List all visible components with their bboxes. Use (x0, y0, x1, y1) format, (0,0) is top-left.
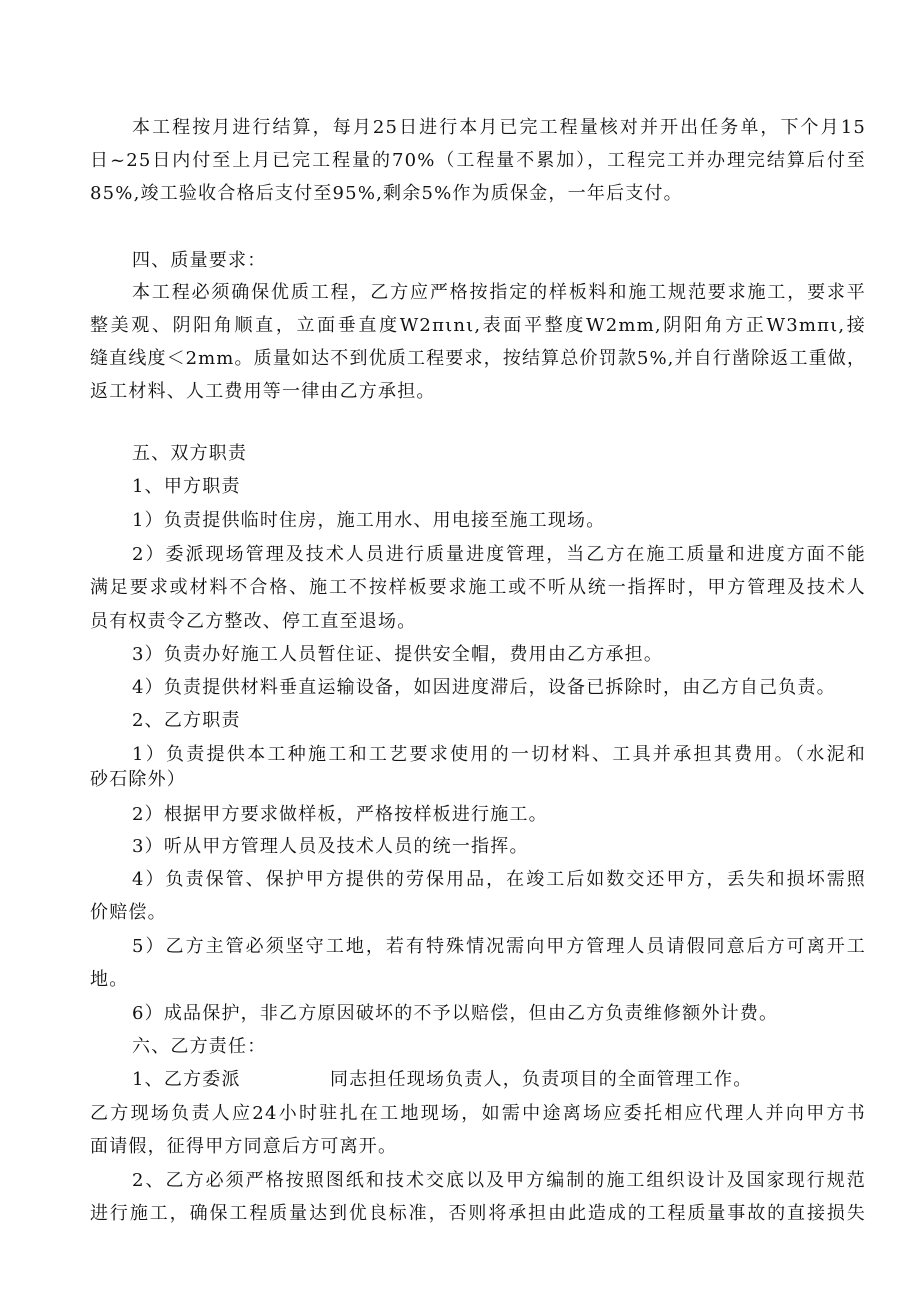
quality-line-1: 本工程必须确保优质工程，乙方应严格按指定的样板料和施工规范要求施工，要求平 (132, 282, 866, 303)
responsibility-heading: 六、乙方责任： (132, 1036, 267, 1057)
duties-heading: 五、双方职责 (132, 443, 248, 464)
party-a-item-2-line-1: 2）委派现场管理及技术人员进行质量进度管理，当乙方在施工质量和进度方面不能 (132, 544, 866, 565)
party-b-title: 2、乙方职责 (132, 710, 241, 731)
responsibility-item-2-line-2: 进行施工，确保工程质量达到优良标准，否则将承担由此造成的工程质量事故的直接损失 (90, 1203, 866, 1224)
party-a-item-2-line-2: 满足要求或材料不合格、施工不按样板要求施工或不听从统一指挥时，甲方管理及技术人 (90, 577, 866, 598)
quality-heading: 四、质量要求： (132, 250, 267, 271)
party-b-item-5-line-2: 地。 (90, 969, 129, 990)
settlement-line-1: 本工程按月进行结算，每月25日进行本月已完工程量核对并开出任务单，下个月15 (132, 117, 866, 138)
quality-line-2: 整美观、阴阳角顺直，立面垂直度W2πιnι,表面平整度W2mm,阴阳角方正W3mπι,接 (90, 315, 866, 336)
party-a-item-4: 4）负责提供材料垂直运输设备，如因进度滞后，设备已拆除时，由乙方自己负责。 (132, 677, 836, 698)
party-b-item-6: 6）成品保护，非乙方原因破坏的不予以赔偿，但由乙方负责维修额外计费。 (132, 1003, 779, 1024)
quality-line-3: 缝直线度＜2mm。质量如达不到优质工程要求，按结算总价罚款5%,并自行凿除返工重做， (90, 348, 866, 369)
party-b-item-5-line-1: 5）乙方主管必须坚守工地，若有特殊情况需向甲方管理人员请假同意后方可离开工 (132, 936, 866, 957)
party-a-item-3: 3）负责办好施工人员暂住证、提供安全帽，费用由乙方承担。 (132, 644, 664, 665)
settlement-line-3: 85%,竣工验收合格后支付至95%,剩余5%作为质保金，一年后支付。 (90, 183, 683, 204)
responsibility-item-1-line-3: 面请假，征得甲方同意后方可离开。 (90, 1136, 398, 1157)
party-b-item-1-line-2: 砂石除外） (90, 769, 186, 790)
party-b-item-2: 2）根据甲方要求做样板，严格按样板进行施工。 (132, 804, 548, 825)
responsibility-item-1-prefix: 1、乙方委派 (132, 1069, 241, 1090)
responsibility-item-2-line-1: 2、乙方必须严格按照图纸和技术交底以及甲方编制的施工组织设计及国家现行规范 (132, 1170, 866, 1191)
party-a-title: 1、甲方职责 (132, 476, 241, 497)
party-b-item-3: 3）听从甲方管理人员及技术人员的统一指挥。 (132, 836, 529, 857)
settlement-line-2: 日~25日内付至上月已完工程量的70%（工程量不累加），工程完工并办理完结算后付至 (90, 150, 866, 171)
party-b-item-1-line-1: 1）负责提供本工种施工和工艺要求使用的一切材料、工具并承担其费用。（水泥和 (132, 744, 866, 765)
responsibility-item-1-suffix: 同志担任现场负责人，负责项目的全面管理工作。 (330, 1069, 753, 1090)
party-b-item-4-line-2: 价赔偿。 (90, 902, 167, 923)
party-a-item-2-line-3: 员有权责令乙方整改、停工直至退场。 (90, 611, 417, 632)
quality-line-4: 返工材料、人工费用等一律由乙方承担。 (90, 381, 436, 402)
responsibility-item-1-line-2: 乙方现场负责人应24小时驻扎在工地现场，如需中途离场应委托相应代理人并向甲方书 (90, 1103, 866, 1124)
party-b-item-4-line-1: 4）负责保管、保护甲方提供的劳保用品，在竣工后如数交还甲方，丢失和损坏需照 (132, 869, 866, 890)
party-a-item-1: 1）负责提供临时住房，施工用水、用电接至施工现场。 (132, 510, 606, 531)
